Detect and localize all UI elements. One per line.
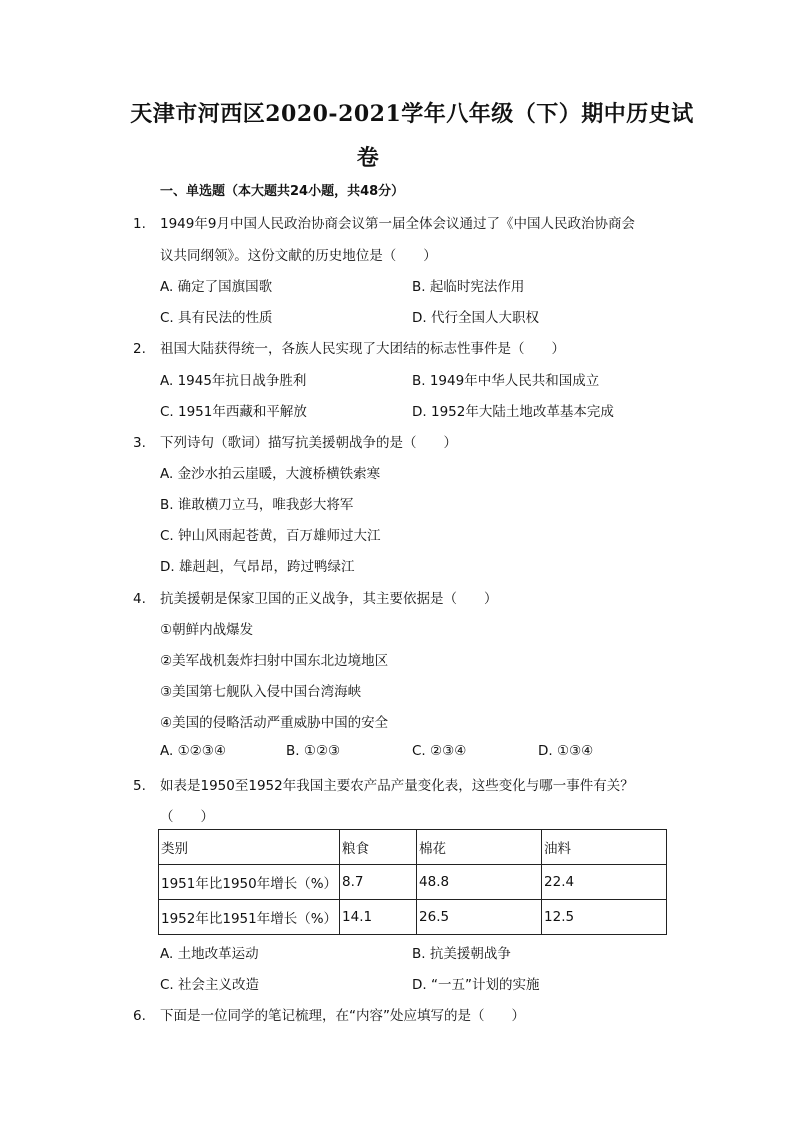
question-1-option-b: B. 起临时宪法作用 (412, 279, 525, 295)
question-5-option-c: C. 社会主义改造 (160, 977, 260, 993)
question-2-number: 2. (133, 341, 146, 357)
question-2-option-b: B. 1949年中华人民共和国成立 (412, 373, 600, 389)
exam-title-line-1: 天津市河西区2020-2021学年八年级（下）期中历史试 (130, 101, 694, 127)
question-1-option-d: D. 代行全国人大职权 (412, 310, 539, 326)
question-5-option-a: A. 土地改革运动 (160, 946, 259, 962)
question-1-option-a: A. 确定了国旗国歌 (160, 279, 273, 295)
table-header-row (159, 830, 667, 865)
table-cell: 1951年比1950年增长（%） (159, 865, 340, 900)
question-1-number: 1. (133, 216, 146, 232)
question-2-option-c: C. 1951年西藏和平解放 (160, 404, 307, 420)
question-1-option-c: C. 具有民法的性质 (160, 310, 273, 326)
table-header-cell: 棉花 (417, 830, 542, 865)
question-3-option-b: B. 谁敢横刀立马，唯我彭大将军 (160, 497, 354, 513)
exam-title-line-2: 卷 (356, 145, 380, 171)
table-cell: 48.8 (417, 865, 542, 900)
question-2-stem-line-1: 祖国大陆获得统一，各族人民实现了大团结的标志性事件是（ ） (160, 341, 565, 357)
question-4-statement-2: ②美军战机轰炸扫射中国东北边境地区 (160, 653, 389, 669)
question-5-number: 5. (133, 778, 146, 794)
question-1-stem-line-2: 议共同纲领》。这份文献的历史地位是（ ） (160, 248, 437, 264)
question-4-option-a: A. ①②③④ (160, 743, 226, 759)
question-4-statement-3: ③美国第七舰队入侵中国台湾海峡 (160, 684, 362, 700)
question-5-option-b: B. 抗美援朝战争 (412, 946, 511, 962)
table-cell: 14.1 (340, 900, 417, 935)
table-header-cell: 粮食 (340, 830, 417, 865)
table-row (159, 900, 667, 935)
question-4-option-b: B. ①②③ (286, 743, 341, 759)
question-3-number: 3. (133, 435, 146, 451)
question-4-statement-4: ④美国的侵略活动严重威胁中国的安全 (160, 715, 389, 731)
question-3-option-c: C. 钟山风雨起苍黄，百万雄师过大江 (160, 528, 381, 544)
question-4-stem-line-1: 抗美援朝是保家卫国的正义战争，其主要依据是（ ） (160, 591, 498, 607)
table-header-cell: 油料 (542, 830, 667, 865)
question-4-option-c: C. ②③④ (412, 743, 467, 759)
question-5-stem-line-2: （ ） (160, 809, 214, 825)
question-2-option-a: A. 1945年抗日战争胜利 (160, 373, 307, 389)
table-cell: 1952年比1951年增长（%） (159, 900, 340, 935)
section-heading: 一、单选题（本大题共24小题，共48分） (160, 184, 405, 199)
question-3-option-d: D. 雄赳赳，气昂昂，跨过鸭绿江 (160, 559, 355, 575)
table-cell: 12.5 (542, 900, 667, 935)
question-3-option-a: A. 金沙水拍云崖暖，大渡桥横铁索寒 (160, 466, 381, 482)
question-6-number: 6. (133, 1008, 146, 1024)
question-4-statement-1: ①朝鲜内战爆发 (160, 622, 254, 638)
table-cell: 22.4 (542, 865, 667, 900)
table-cell: 8.7 (340, 865, 417, 900)
question-6-stem-line-1: 下面是一位同学的笔记梳理，在“内容”处应填写的是（ ） (160, 1008, 525, 1024)
table-row (159, 865, 667, 900)
question-5-option-d: D. “一五”计划的实施 (412, 977, 540, 993)
question-4-number: 4. (133, 591, 146, 607)
table-cell: 26.5 (417, 900, 542, 935)
question-2-option-d: D. 1952年大陆土地改革基本完成 (412, 404, 614, 420)
question-3-stem-line-1: 下列诗句（歌词）描写抗美援朝战争的是（ ） (160, 435, 457, 451)
question-5-data-table (158, 829, 667, 935)
question-5-stem-line-1: 如表是1950至1952年我国主要农产品产量变化表，这些变化与哪一事件有关？ (160, 778, 634, 794)
question-4-option-d: D. ①③④ (538, 743, 594, 759)
table-header-cell: 类别 (159, 830, 340, 865)
question-1-stem-line-1: 1949年9月中国人民政治协商会议第一届全体会议通过了《中国人民政治协商会 (160, 216, 635, 232)
